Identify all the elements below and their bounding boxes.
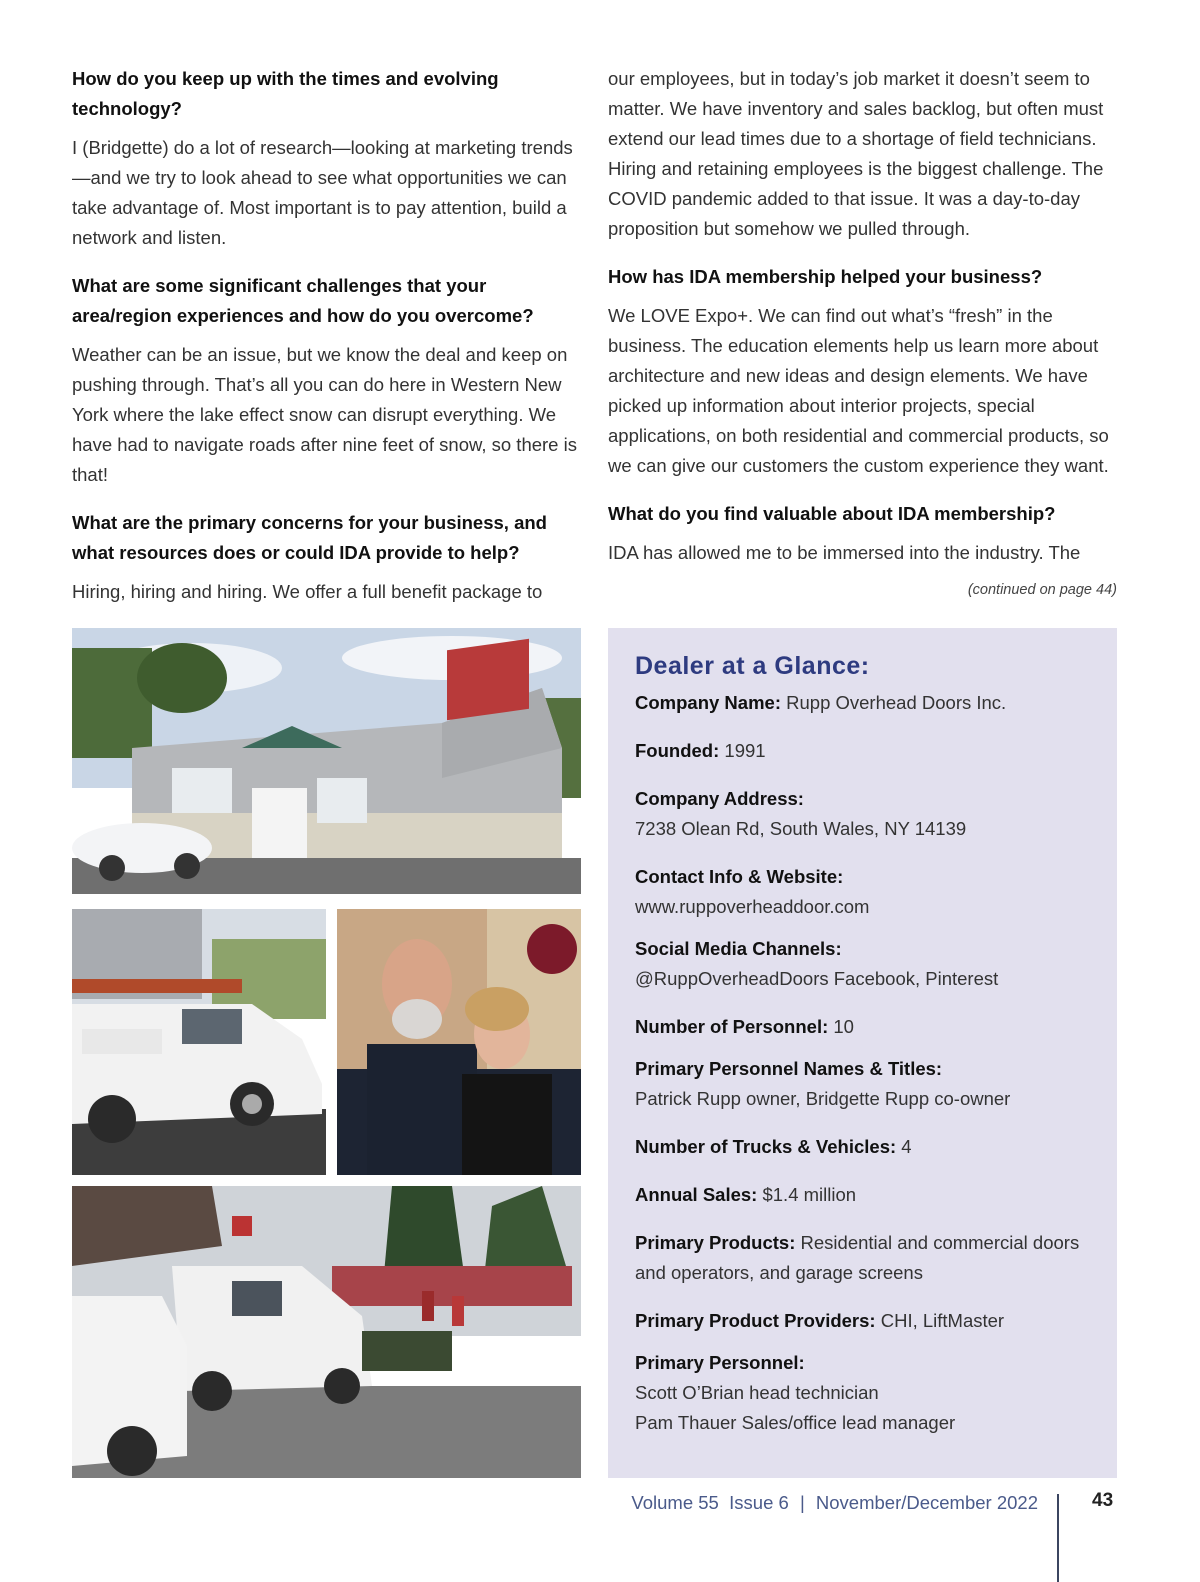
article-right-column (608, 64, 1120, 586)
company-name (635, 688, 1091, 718)
question-technology: How do you keep up with the times and evolving technology? (72, 68, 499, 119)
contact-info (635, 862, 1091, 922)
products-value: Residential and commercial doors and operators, and garage screens (635, 1232, 1080, 1283)
primary-personnel-label: Primary Personnel: (635, 1352, 805, 1373)
social-media-value: @RuppOverheadDoors Facebook, Pinterest (635, 968, 999, 989)
product-providers (635, 1306, 1091, 1336)
article-left-column (72, 64, 584, 625)
company-name-value: Rupp Overhead Doors Inc. (786, 692, 1007, 713)
social-media-label: Social Media Channels: (635, 938, 842, 959)
primary-personnel (635, 1348, 1091, 1438)
owners-photo (337, 909, 581, 1175)
founded-value: 1991 (724, 740, 766, 761)
answer-technology: I (Bridgette) do a lot of research—looking at marketing trends—and we try to look ahead to see what opportunities we can take advantage of. Most important is to pay attention, build a network and listen. (72, 137, 573, 248)
trucks-vehicles (635, 1132, 1091, 1162)
sales-value: $1.4 million (762, 1184, 857, 1205)
issue: Issue 6 (729, 1492, 789, 1513)
glance-title: Dealer at a Glance: (635, 652, 870, 680)
contact-info-label: Contact Info & Website: (635, 866, 844, 887)
question-ida-helped: How has IDA membership helped your business? (608, 266, 1043, 287)
answer-ida-helped: We LOVE Expo+. We can find out what’s “fresh” in the business. The education elements help us learn more about architecture and new ideas and design elements. We have picked up information about interior projects, special applications, on both residential and commercial products, so we can give our customers the custom experience they want. (608, 305, 1109, 476)
issue-footer (560, 1492, 1038, 1514)
personnel-count-label: Number of Personnel: (635, 1016, 829, 1037)
dealer-at-a-glance-box (608, 628, 1117, 1478)
answer-ida-valuable: IDA has allowed me to be immersed into the industry. The (608, 542, 1081, 563)
providers-label: Primary Product Providers: (635, 1310, 876, 1331)
personnel-count-value: 10 (833, 1016, 854, 1037)
names-titles-value: Patrick Rupp owner, Bridgette Rupp co-owner (635, 1088, 1011, 1109)
page-number: 43 (1092, 1490, 1114, 1511)
sales-label: Annual Sales: (635, 1184, 758, 1205)
primary-personnel-1: Scott O’Brian head technician (635, 1382, 879, 1403)
company-address-value: 7238 Olean Rd, South Wales, NY 14139 (635, 818, 967, 839)
answer-continuation: our employees, but in today’s job market it doesn’t seem to matter. We have inventory and sales backlog, but often must extend our lead times due to a shortage of field technicians. Hiring and retaining employees is the biggest challenge. The COVID pandemic added to that issue. It was a day-to-day proposition but somehow we pulled through. (608, 68, 1104, 239)
issue-date: November/December 2022 (815, 1492, 1038, 1513)
answer-primary-concerns: Hiring, hiring and hiring. We offer a full benefit package to (72, 581, 543, 602)
parade-photo (72, 1186, 581, 1478)
question-ida-valuable: What do you find valuable about IDA membership? (608, 503, 1056, 524)
website-value: www.ruppoverheaddoor.com (635, 896, 870, 917)
company-name-label: Company Name: (635, 692, 781, 713)
providers-value: CHI, LiftMaster (880, 1310, 1005, 1331)
continued-note: (continued on page 44) (967, 582, 1117, 598)
founded (635, 736, 1091, 766)
answer-regional-challenges: Weather can be an issue, but we know the deal and keep on pushing through. That’s all you can do here in Western New York where the lake effect snow can disrupt everything. We have had to navigate roads after nine feet of snow, so there is that! (72, 344, 577, 485)
number-of-personnel (635, 1012, 1091, 1042)
primary-personnel-2: Pam Thauer Sales/office lead manager (635, 1412, 956, 1433)
personnel-names-titles (635, 1054, 1091, 1114)
products-label: Primary Products: (635, 1232, 796, 1253)
social-media (635, 934, 1091, 994)
names-titles-label: Primary Personnel Names & Titles: (635, 1058, 943, 1079)
question-primary-concerns: What are the primary concerns for your business, and what resources does or could IDA provide to help? (72, 512, 547, 563)
annual-sales (635, 1180, 1091, 1210)
footer-vertical-rule (1057, 1494, 1059, 1582)
vehicles-label: Number of Trucks & Vehicles: (635, 1136, 897, 1157)
footer-separator: | (799, 1492, 805, 1513)
building-photo (72, 628, 581, 894)
primary-products (635, 1228, 1091, 1288)
company-address (635, 784, 1091, 844)
question-regional-challenges: What are some significant challenges that your area/region experiences and how do you overcome? (72, 275, 534, 326)
founded-label: Founded: (635, 740, 720, 761)
company-address-label: Company Address: (635, 788, 804, 809)
volume: Volume 55 (631, 1492, 719, 1513)
vehicles-value: 4 (901, 1136, 912, 1157)
service-truck-photo (72, 909, 326, 1175)
